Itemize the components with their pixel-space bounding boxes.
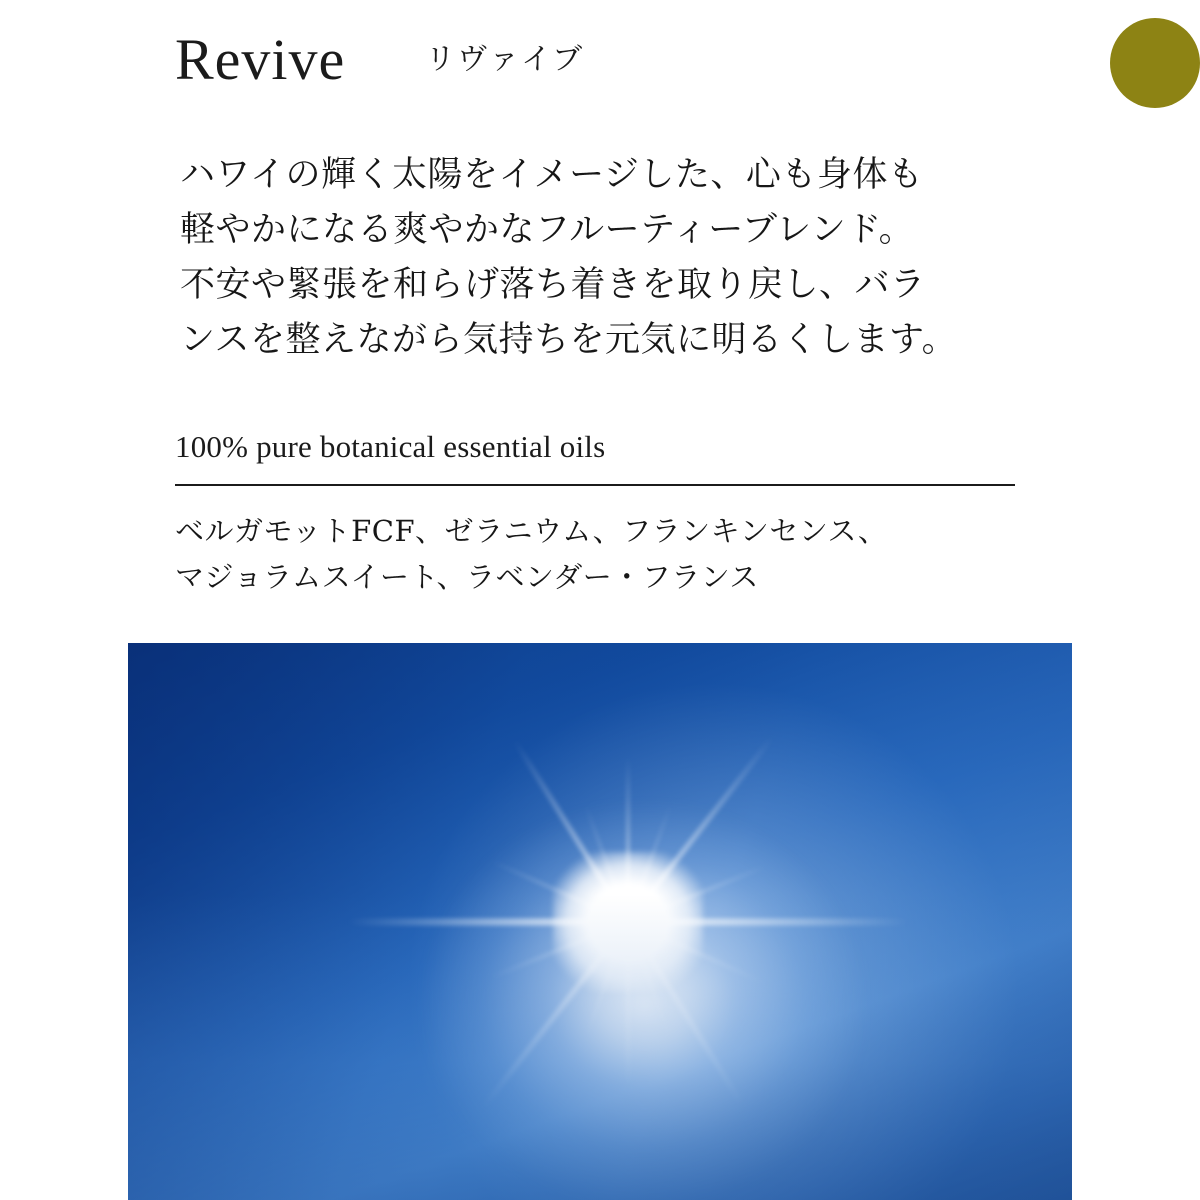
accent-color-dot: [1110, 18, 1200, 108]
description-line: 軽やかになる爽やかなフルーティーブレンド。: [180, 210, 915, 250]
ingredients-subheading: 100% pure botanical essential oils: [175, 429, 606, 464]
description-line: ハワイの輝く太陽をイメージした、心も身体も: [180, 155, 924, 195]
product-title-ja: リヴァイブ: [425, 42, 585, 77]
sun-sky-photo: [128, 643, 1072, 1200]
divider-rule: [175, 484, 1015, 486]
sky-haze: [128, 894, 1072, 1200]
product-description: [180, 148, 1010, 368]
ingredient-line: ベルガモットFCF、ゼラニウム、フランキンセンス、: [175, 514, 888, 548]
product-header: [175, 28, 1055, 118]
description-line: ンスを整えながら気持ちを元気に明るくします。: [180, 320, 958, 360]
description-line: 不安や緊張を和らげ落ち着きを取り戻し、バラ: [180, 265, 926, 305]
product-title-en: Revive: [175, 27, 346, 92]
ingredients-list: [175, 508, 1055, 600]
ingredient-line: マジョラムスイート、ラベンダー・フランス: [175, 560, 759, 594]
